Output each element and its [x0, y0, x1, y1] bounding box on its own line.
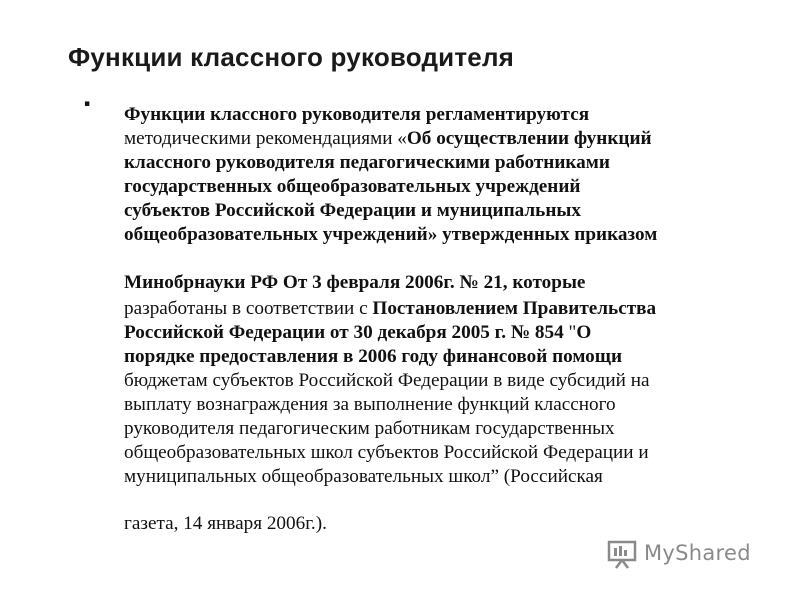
text-segment: муниципальных общеобразовательных школ” (Российская — [124, 466, 603, 487]
body-line — [124, 369, 650, 393]
text-segment: порядке предоставления в 2006 году финансовой помощи — [124, 346, 623, 367]
text-segment: Минобрнауки РФ От 3 февраля 2006г. № 21, которые — [124, 272, 586, 293]
text-segment: общеобразовательных школ субъектов Российской Федерации и — [124, 442, 649, 463]
body-line — [124, 199, 581, 223]
text-segment: Российской Федерации от 30 декабря 2005 г. № 854 — [124, 322, 569, 343]
presentation-board-icon — [606, 536, 640, 570]
text-segment: выплату вознаграждения за выполнение функций классного — [124, 394, 616, 415]
text-segment: государственных общеобразовательных учреждений — [124, 176, 581, 197]
body-line — [124, 103, 589, 127]
text-segment: Постановлением Правительства — [372, 298, 657, 319]
body-line — [124, 417, 615, 441]
text-segment: классного руководителя педагогическими работниками — [124, 152, 610, 173]
text-segment: общеобразовательных учреждений» утвержденных приказом — [124, 224, 658, 245]
body-line — [124, 223, 657, 247]
body-line — [124, 271, 585, 295]
watermark-text: MyShared — [644, 541, 751, 565]
text-segment: Функции классного руководителя регламентируются — [124, 104, 590, 125]
body-line — [124, 345, 622, 369]
body-line — [124, 127, 652, 151]
text-segment: Об осуществлении функций — [406, 128, 652, 149]
text-segment: " — [568, 322, 577, 343]
body-line — [124, 151, 610, 175]
body-line — [124, 512, 327, 536]
text-segment: руководителя педагогическим работникам государственных — [124, 418, 615, 439]
text-segment: методическими рекомендациями « — [124, 128, 407, 149]
text-segment: разработаны в соответствии с — [124, 298, 373, 319]
body-line — [124, 297, 656, 321]
bullet-icon: ▪ — [84, 99, 91, 109]
body-line — [124, 175, 580, 199]
text-segment: субъектов Российской Федерации и муниципальных — [124, 200, 581, 221]
text-segment: газета, 14 января 2006г.). — [124, 513, 327, 534]
slide-title: Функции классного руководителя — [68, 42, 515, 72]
text-segment: бюджетам субъектов Российской Федерации в виде субсидий на — [124, 370, 650, 391]
body-line — [124, 321, 591, 345]
body-line — [124, 465, 603, 489]
body-line — [124, 393, 616, 417]
watermark — [606, 536, 766, 570]
body-line — [124, 441, 649, 465]
text-segment: О — [576, 322, 592, 343]
